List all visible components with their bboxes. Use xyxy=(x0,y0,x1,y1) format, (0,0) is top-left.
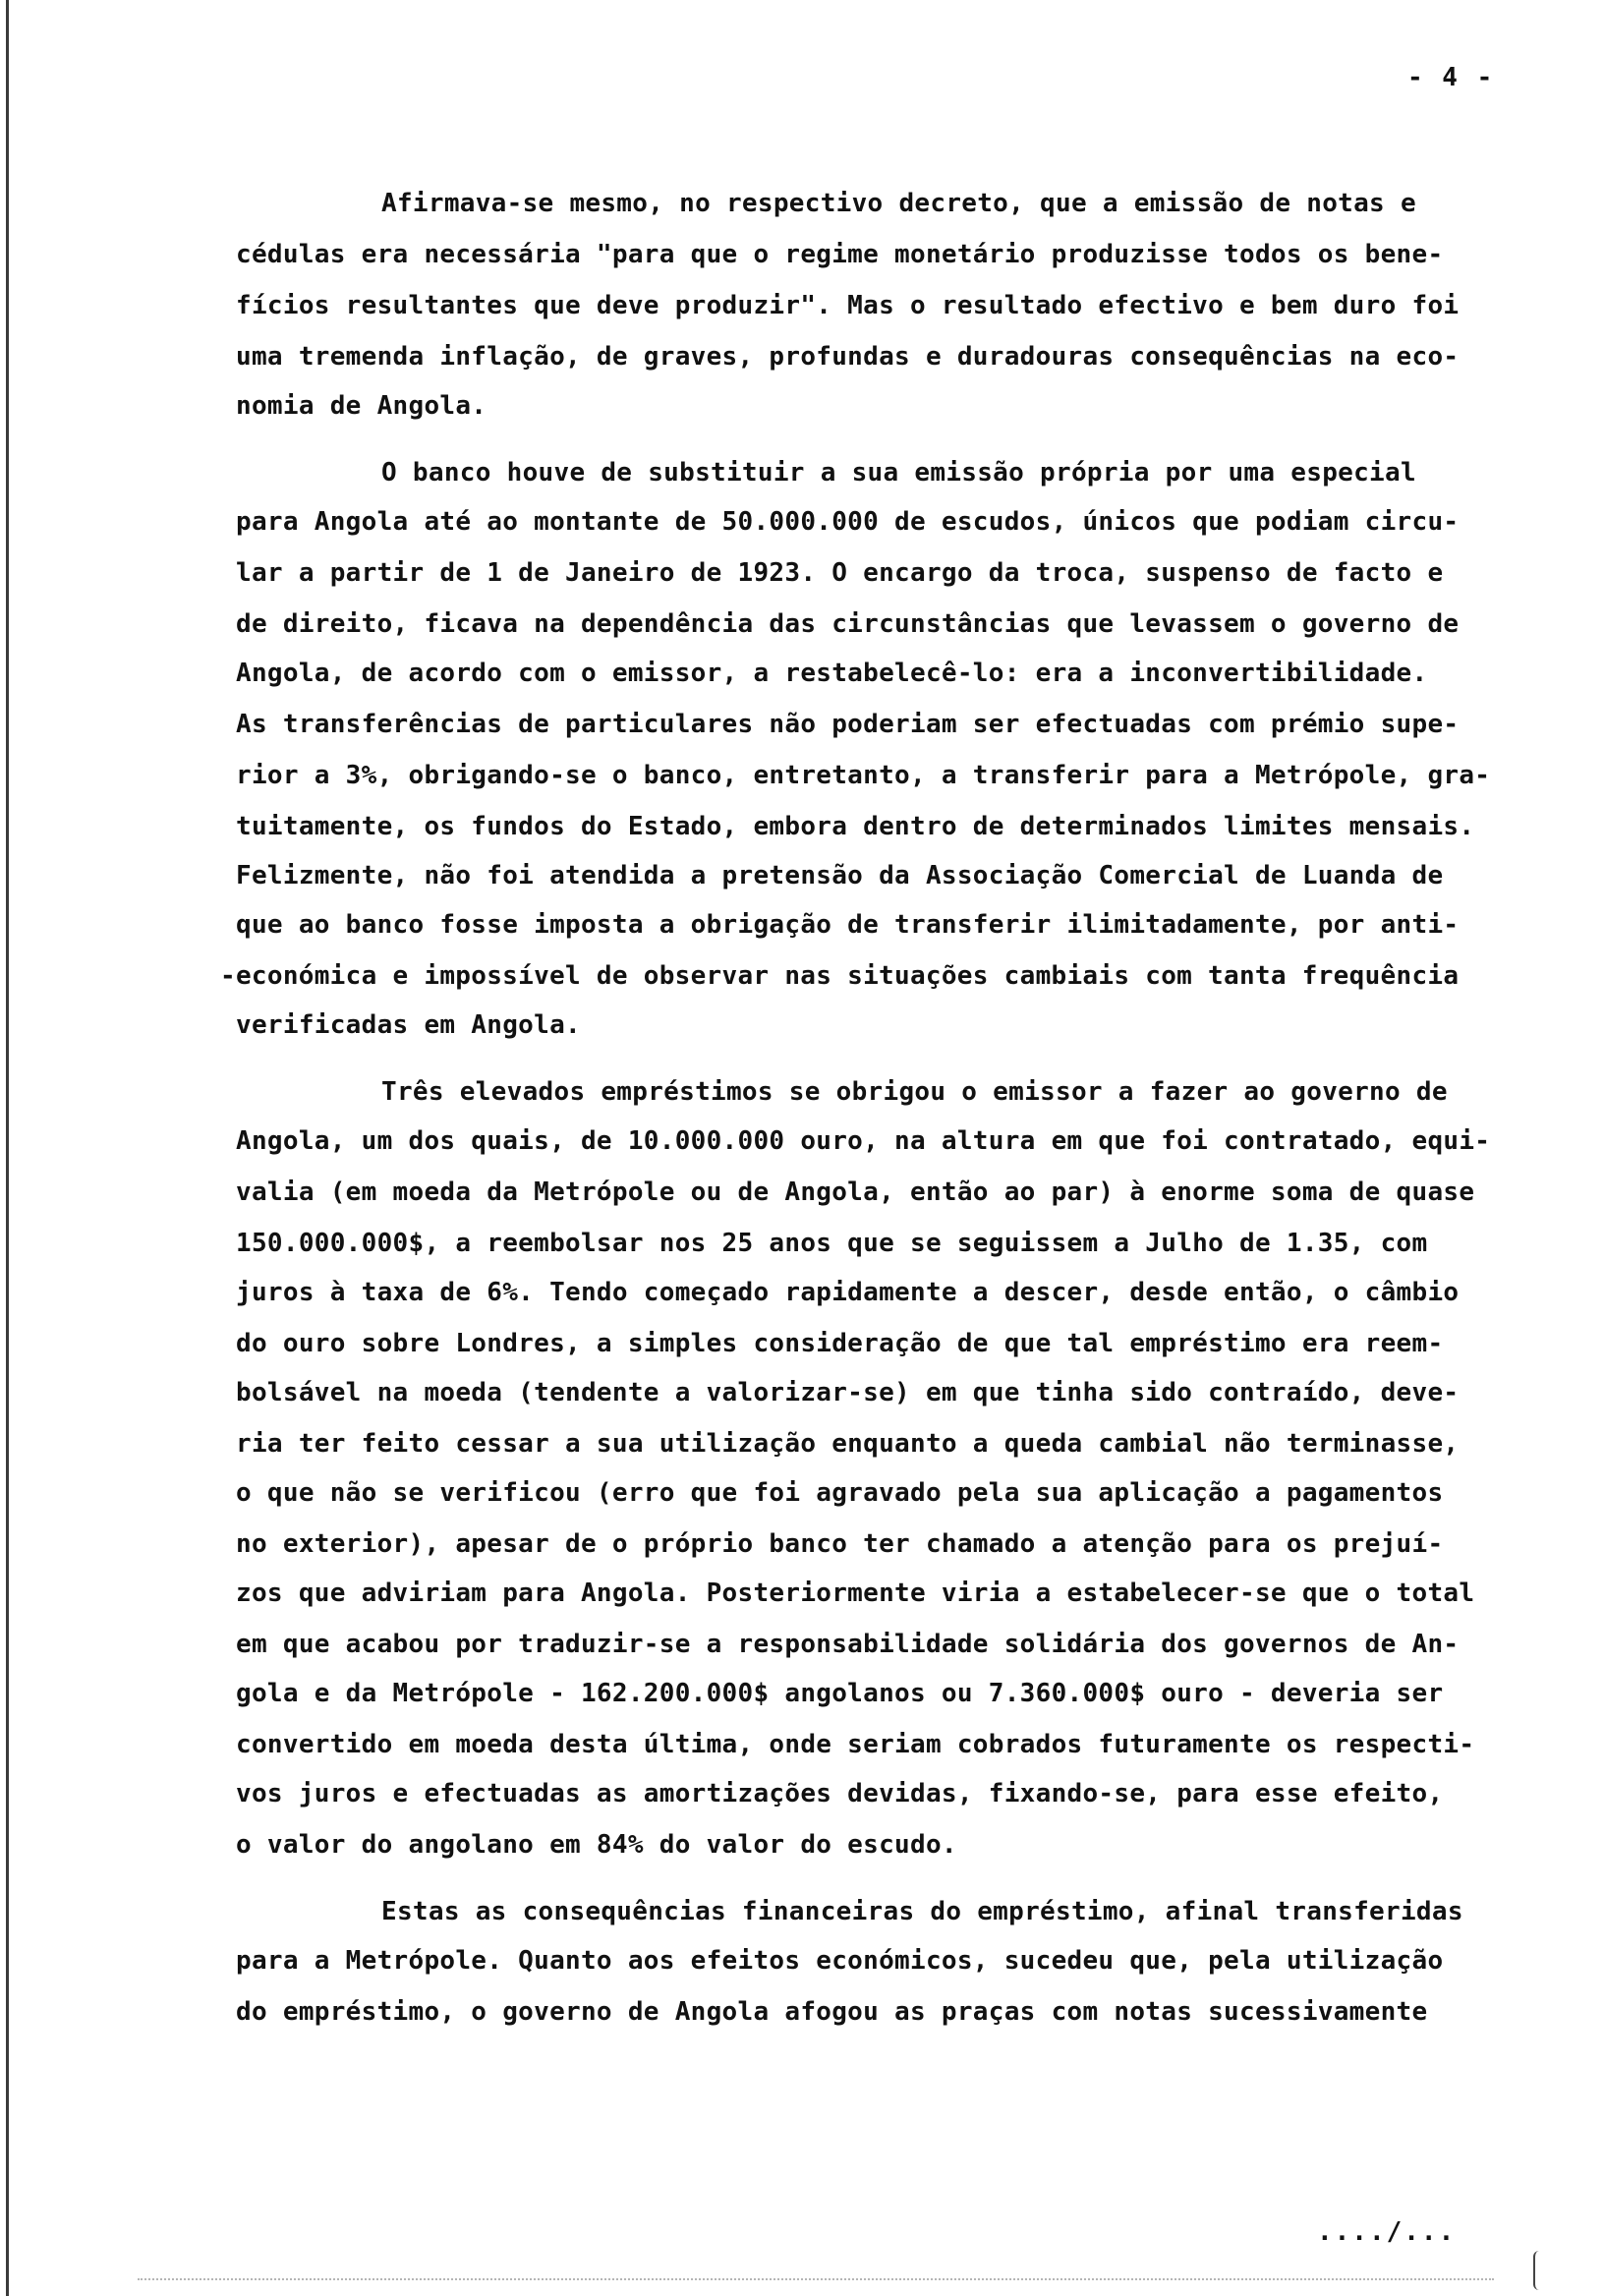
paragraph-1-line-3: fícios resultantes que deve produzir". Mas o resultado efectivo e bem duro foi xyxy=(236,291,1460,320)
page-number: - 4 - xyxy=(1407,63,1495,92)
scan-noise xyxy=(138,2278,1494,2280)
paragraph-2-line-8: tuitamente, os fundos do Estado, embora dentro de determinados limites mensais. xyxy=(236,812,1475,841)
paragraph-3-line-4: 150.000.000$, a reembolsar nos 25 anos que se seguissem a Julho de 1.35, com xyxy=(236,1229,1428,1258)
paragraph-2-line-4: de direito, ficava na dependência das circunstâncias que levassem o governo de xyxy=(236,609,1460,639)
paragraph-3-line-15: vos juros e efectuadas as amortizações devidas, fixando-se, para esse efeito, xyxy=(236,1779,1444,1808)
paragraph-2-line-1: O banco houve de substituir a sua emissão própria por uma especial xyxy=(381,458,1416,488)
continuation-mark: ..../... xyxy=(1317,2217,1457,2247)
paragraph-3-line-11: zos que adviriam para Angola. Posteriormente viria a estabelecer-se que o total xyxy=(236,1578,1475,1608)
paragraph-3-line-9: o que não se verificou (erro que foi agravado pela sua aplicação a pagamentos xyxy=(236,1478,1444,1508)
paragraph-3-line-13: gola e da Metrópole - 162.200.000$ angolanos ou 7.360.000$ ouro - deveria ser xyxy=(236,1679,1444,1708)
paragraph-3-line-2: Angola, um dos quais, de 10.000.000 ouro, na altura em que foi contratado, equi- xyxy=(236,1126,1491,1156)
paragraph-3-line-3: valia (em moeda da Metrópole ou de Angola, então ao par) à enorme soma de quase xyxy=(236,1177,1475,1207)
paragraph-2-line-9: Felizmente, não foi atendida a pretensão da Associação Comercial de Luanda de xyxy=(236,861,1444,890)
paragraph-3-line-12: em que acabou por traduzir-se a responsabilidade solidária dos governos de An- xyxy=(236,1630,1460,1659)
paragraph-3-line-10: no exterior), apesar de o próprio banco ter chamado a atenção para os prejuí- xyxy=(236,1529,1444,1559)
paragraph-3-line-14: convertido em moeda desta última, onde seriam cobrados futuramente os respecti- xyxy=(236,1730,1475,1759)
paragraph-3-line-6: do ouro sobre Londres, a simples consideração de que tal empréstimo era reem- xyxy=(236,1329,1444,1358)
paragraph-3-line-5: juros à taxa de 6%. Tendo começado rapidamente a descer, desde então, o câmbio xyxy=(236,1278,1460,1307)
paragraph-2-line-12: verificadas em Angola. xyxy=(236,1010,581,1040)
scan-corner-mark xyxy=(1533,2251,1541,2290)
paragraph-1-line-1: Afirmava-se mesmo, no respectivo decreto, que a emissão de notas e xyxy=(381,189,1416,218)
paragraph-1-line-5: nomia de Angola. xyxy=(236,391,487,421)
paragraph-1-line-2: cédulas era necessária "para que o regime monetário produzisse todos os bene- xyxy=(236,240,1444,269)
paragraph-2-line-5: Angola, de acordo com o emissor, a restabelecê-lo: era a inconvertibilidade. xyxy=(236,659,1428,688)
paragraph-2-line-10: que ao banco fosse imposta a obrigação de transferir ilimitadamente, por anti- xyxy=(236,910,1460,940)
paragraph-3-line-1: Três elevados empréstimos se obrigou o emissor a fazer ao governo de xyxy=(381,1077,1448,1107)
paragraph-4-line-1: Estas as consequências financeiras do empréstimo, afinal transferidas xyxy=(381,1897,1463,1926)
paragraph-4-line-2: para a Metrópole. Quanto aos efeitos económicos, sucedeu que, pela utilização xyxy=(236,1946,1444,1976)
page-edge-shadow xyxy=(6,0,9,2296)
paragraph-1-line-4: uma tremenda inflação, de graves, profundas e duradouras consequências na eco- xyxy=(236,342,1460,372)
paragraph-3-line-7: bolsável na moeda (tendente a valorizar-se) em que tinha sido contraído, deve- xyxy=(236,1378,1460,1407)
paragraph-4-line-3: do empréstimo, o governo de Angola afogou as praças com notas sucessivamente xyxy=(236,1997,1428,2027)
paragraph-3-line-8: ria ter feito cessar a sua utilização enquanto a queda cambial não terminasse, xyxy=(236,1429,1460,1459)
paragraph-2-line-3: lar a partir de 1 de Janeiro de 1923. O encargo da troca, suspenso de facto e xyxy=(236,558,1444,588)
paragraph-2-line-7: rior a 3%, obrigando-se o banco, entretanto, a transferir para a Metrópole, gra- xyxy=(236,761,1491,790)
paragraph-2-line-2: para Angola até ao montante de 50.000.000 de escudos, únicos que podiam circu- xyxy=(236,507,1460,537)
paragraph-2-line-6: As transferências de particulares não poderiam ser efectuadas com prémio supe- xyxy=(236,710,1460,739)
paragraph-2-line-11: -económica e impossível de observar nas situações cambiais com tanta frequência xyxy=(220,961,1460,991)
paragraph-3-line-16: o valor do angolano em 84% do valor do escudo. xyxy=(236,1830,957,1860)
